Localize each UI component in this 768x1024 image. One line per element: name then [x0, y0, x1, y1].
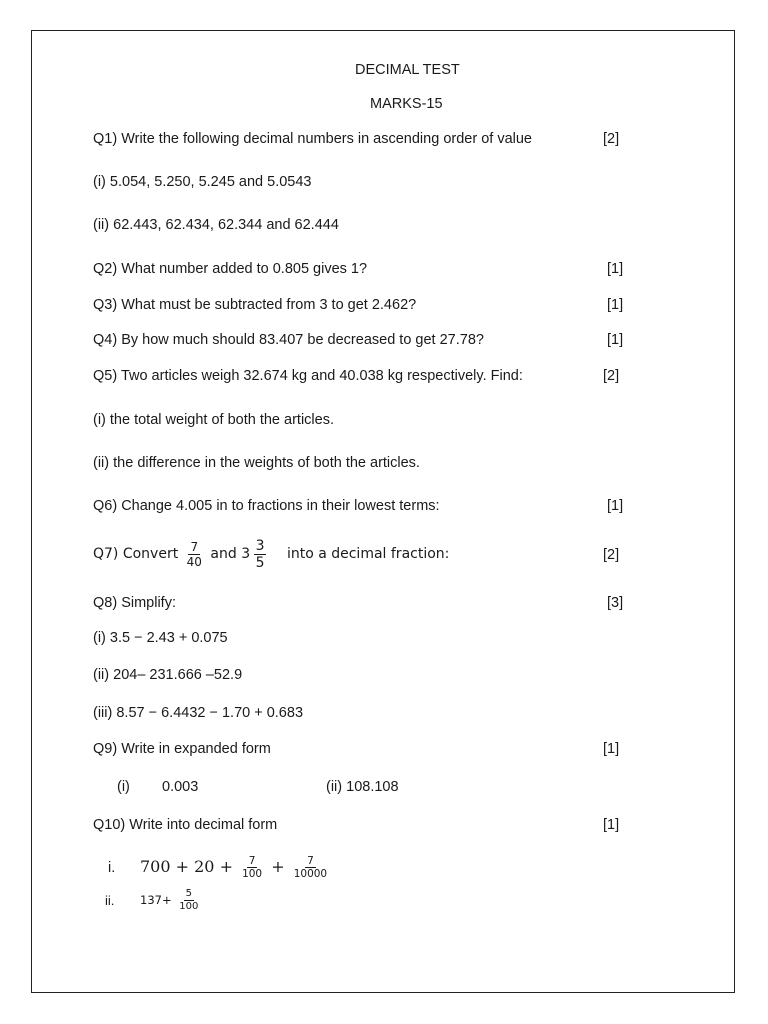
fraction-numerator: 7	[307, 854, 314, 867]
q4-text: Q4) By how much should 83.407 be decreased to get 27.78?	[93, 332, 484, 348]
marks-total: MARKS-15	[370, 96, 443, 112]
q10-part-i-label: i.	[108, 860, 116, 876]
q10-text: Q10) Write into decimal form	[93, 817, 278, 833]
q10-fraction-1	[240, 856, 264, 880]
q10-fraction-3	[177, 889, 200, 912]
q10-fraction-2	[292, 856, 329, 880]
test-title: DECIMAL TEST	[355, 62, 460, 78]
fraction-numerator: 3	[255, 537, 265, 554]
q8-part-iii: (iii) 8.57 − 6.4432 − 1.70 + 0.683	[93, 705, 304, 721]
q7-suffix: into a decimal fraction:	[286, 546, 450, 562]
q8-text: Q8) Simplify:	[93, 595, 176, 611]
fraction-denominator: 10000	[293, 868, 328, 880]
q6-text: Q6) Change 4.005 in to fractions in their lowest terms:	[93, 498, 440, 514]
q7-and: and	[210, 546, 237, 562]
expression-terms: 137+	[140, 893, 172, 907]
fraction-denominator: 5	[255, 554, 265, 571]
q7-fraction-2	[254, 539, 267, 570]
q7-marks: [2]	[603, 547, 620, 563]
fraction-denominator: 100	[179, 901, 199, 912]
q5-part-i: (i) the total weight of both the articles.	[93, 412, 334, 428]
q7-fraction-1	[185, 541, 204, 568]
q5-part-ii: (ii) the difference in the weights of both the articles.	[93, 455, 420, 471]
q10-marks: [1]	[603, 817, 620, 833]
fraction-numerator: 7	[190, 539, 199, 554]
fraction-numerator: 7	[248, 854, 256, 867]
q8-part-i: (i) 3.5 − 2.43 + 0.075	[93, 630, 228, 646]
q6-marks: [1]	[607, 498, 624, 514]
q5-marks: [2]	[603, 368, 620, 384]
q9-part-i-label: (i)	[117, 779, 130, 795]
q8-part-ii: (ii) 204– 231.666 –52.9	[93, 667, 243, 683]
expression-terms: 700 + 20 +	[140, 857, 233, 876]
q9-part-i-value: 0.003	[162, 779, 199, 795]
q7-line	[93, 534, 449, 574]
plus-sign: +	[271, 857, 285, 876]
q1-part-ii: (ii) 62.443, 62.434, 62.344 and 62.444	[93, 217, 339, 233]
q4-marks: [1]	[607, 332, 624, 348]
q7-prefix: Q7) Convert	[93, 546, 179, 562]
q10-part-ii-label: ii.	[105, 893, 115, 908]
q3-text: Q3) What must be subtracted from 3 to get 2.462?	[93, 297, 417, 313]
q7-whole: 3	[241, 546, 251, 562]
q10-part-i-expression	[140, 848, 331, 886]
fraction-denominator: 40	[186, 554, 202, 569]
fraction-denominator: 100	[242, 868, 263, 880]
q1-text: Q1) Write the following decimal numbers in ascending order of value	[93, 131, 532, 147]
q2-text: Q2) What number added to 0.805 gives 1?	[93, 261, 368, 277]
q1-part-i: (i) 5.054, 5.250, 5.245 and 5.0543	[93, 174, 312, 190]
q5-text: Q5) Two articles weigh 32.674 kg and 40.038 kg respectively. Find:	[93, 368, 523, 384]
q8-marks: [3]	[607, 595, 624, 611]
q9-part-ii: (ii) 108.108	[326, 779, 399, 795]
q10-part-ii-expression	[140, 883, 202, 917]
q9-marks: [1]	[603, 741, 620, 757]
fraction-numerator: 5	[185, 888, 192, 899]
q3-marks: [1]	[607, 297, 624, 313]
q9-text: Q9) Write in expanded form	[93, 741, 271, 757]
q1-marks: [2]	[603, 131, 620, 147]
q2-marks: [1]	[607, 261, 624, 277]
